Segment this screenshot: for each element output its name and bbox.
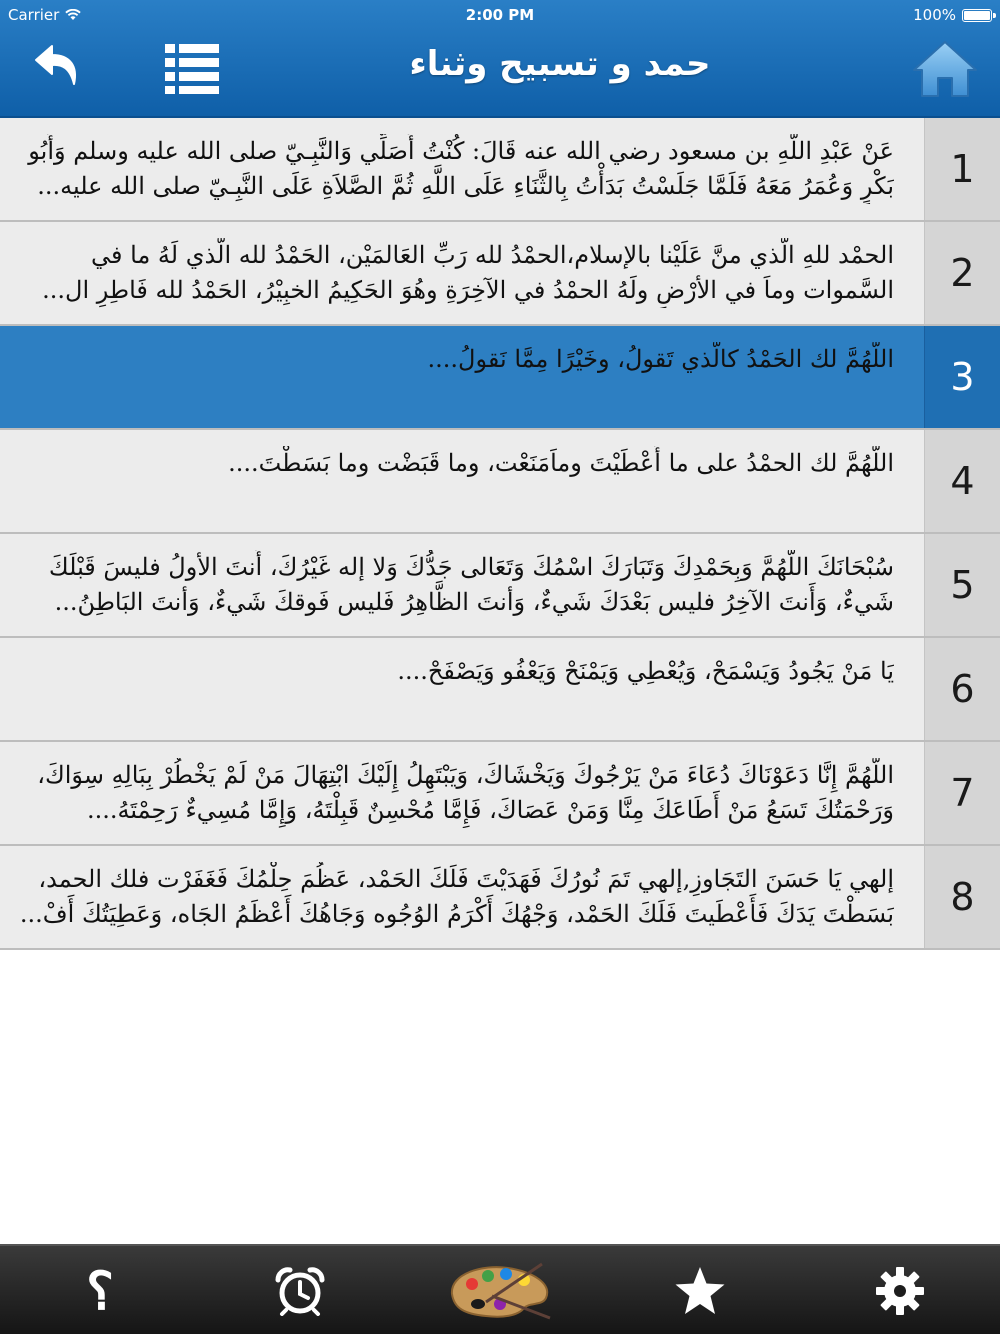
list-item-text: سُبْحَانَكَ اللَّهُمَّ وَبِحَمْدِكَ وَتَبَارَكَ اسْمُكَ وَتَعَالى جَدُّكَ وَلا إله غَيْرُكَ، أَنتَ الأولُ فليسَ قَبْلَكَ شَيءٌ، وَأَنتَ الآخِرُ فليس بَعْدَكَ شَيءٌ، وَأنتَ الظَّاهِرُ فَليس فَوقكَ شَيءٌ، وَأنتَ البَاطِنُ... bbox=[48, 553, 894, 616]
status-bar bbox=[0, 0, 1000, 30]
help-icon: ؟ bbox=[86, 1260, 114, 1322]
dua-list bbox=[0, 118, 1000, 950]
back-button[interactable] bbox=[30, 40, 86, 96]
list-item-text: إلهي يَا حَسَنَ التَجَاوزِ,إلهي تَمَ نُورُكَ فَهَدَيْتَ فَلَكَ الحَمْد، عَظُمَ حِلْمُكَ فَغَفَرْت فلك الحمد، بَسَطْتَ يَدَكَ فَأَعْطَيتَ فَلَكَ الحَمْد، وَجْهُكَ أَكْرَمُ الوُجُوه وَجَاهُكَ أَعْظَمُ الجَاه، وَعَطِيَتُكَ أَفْ... bbox=[19, 865, 894, 928]
list-item-text: يَا مَنْ يَجُودُ وَيَسْمَحْ، وَيُعْطِي وَيَمْنَحْ وَيَعْفُو وَيَصْفَحْ.... bbox=[397, 657, 894, 685]
carrier-label: Carrier bbox=[8, 6, 60, 24]
battery-icon bbox=[962, 9, 992, 22]
list-icon bbox=[163, 40, 223, 96]
back-arrow-icon bbox=[30, 40, 86, 96]
alarm-clock-icon bbox=[272, 1266, 328, 1316]
tab-favorites[interactable] bbox=[660, 1258, 740, 1324]
list-item[interactable] bbox=[0, 638, 1000, 742]
list-item-number: 7 bbox=[924, 742, 1000, 844]
list-item-text: اللَّهُمَّ لك الحمْدُ على ما أَعْطَيْتَ وماَمَنَعْت، وما قَبَضْت وما بَسَطْتَ.... bbox=[228, 449, 894, 477]
tab-help[interactable] bbox=[60, 1258, 140, 1324]
page-title: حمد و تسبيح وثناء bbox=[409, 44, 711, 84]
tab-theme[interactable] bbox=[440, 1258, 560, 1324]
tab-alarm[interactable] bbox=[260, 1258, 340, 1324]
list-item-number: 2 bbox=[924, 222, 1000, 324]
navigation-bar bbox=[0, 0, 1000, 118]
list-item-selected[interactable] bbox=[0, 326, 1000, 430]
list-item[interactable] bbox=[0, 118, 1000, 222]
list-item-number: 5 bbox=[924, 534, 1000, 636]
menu-button[interactable] bbox=[163, 40, 223, 96]
list-item[interactable] bbox=[0, 222, 1000, 326]
list-item-text: اللَّهُمَّ إِنَّا دَعَوْنَاكَ دُعَاءَ مَنْ يَرْجُوكَ وَيَخْشَاكَ، وَيَبْتَهِلُ إِلَيْكَ ابْتِهَالَ مَنْ لَمْ يَخْطُرْ بِبَالِهِ سِوَاكَ، وَرَحْمَتُكَ تَسَعُ مَنْ أَطَاعَكَ مِنَّا وَمَنْ عَصَاكَ، فَإِمَّا مُحْسِنٌ قَبِلْتَهُ، وَإِمَّا مُسِيءٌ رَحِمْتَهُ.... bbox=[37, 761, 894, 824]
status-time: 2:00 PM bbox=[465, 6, 535, 24]
list-item-text: عَنْ عَبْدِ اللَّهِ بن مسعود رضي الله عنه قَالَ: كُنْتُ أُصَلِّي وَالنَّبِـيّ صلى الله عليه وسلم وَأَبُو بَكْرٍ وَعُمَرُ مَعَهُ فَلَمَّا جَلَسْتُ بَدَأْتُ بِالثَّنَاءِ عَلَى اللَّهِ ثُمَّ الصَّلاَةِ عَلَى النَّبِـيّ صلى الله عليه... bbox=[28, 137, 894, 200]
list-item[interactable] bbox=[0, 742, 1000, 846]
home-button[interactable] bbox=[910, 38, 980, 100]
list-item[interactable] bbox=[0, 430, 1000, 534]
home-icon bbox=[910, 38, 980, 100]
list-item-number: 6 bbox=[924, 638, 1000, 740]
list-item-text: اللَّهُمَّ لك الحَمْدُ كالَّذي تَقولُ، وخَيْرًا مِمَّا نَقولُ.... bbox=[427, 345, 894, 373]
list-item[interactable] bbox=[0, 534, 1000, 638]
gear-icon bbox=[874, 1265, 926, 1317]
list-item-number: 8 bbox=[924, 846, 1000, 948]
palette-icon bbox=[442, 1260, 558, 1322]
list-item-number: 4 bbox=[924, 430, 1000, 532]
tab-bar bbox=[0, 1244, 1000, 1334]
list-item[interactable] bbox=[0, 846, 1000, 950]
tab-settings[interactable] bbox=[860, 1258, 940, 1324]
status-battery bbox=[913, 6, 992, 24]
list-item-number: 3 bbox=[924, 326, 1000, 428]
battery-percent: 100% bbox=[913, 6, 956, 24]
star-icon bbox=[673, 1265, 727, 1317]
list-item-text: الحمْد للهِ الَّذي منَّ عَلَيْنا بالإسلام،الحمْدُ لله رَبِّ العَالمَيْن، الحَمْدُ لله الَّذي لَهُ ما في السَّموات وماَ في الأرْضِ ولَهُ الحمْدُ في الآخِرَةِ وهُوَ الحَكِيمُ الخبِيْرُ، الحَمْدُ لله فَاطِرِ ال... bbox=[42, 241, 894, 304]
list-item-number: 1 bbox=[924, 118, 1000, 220]
